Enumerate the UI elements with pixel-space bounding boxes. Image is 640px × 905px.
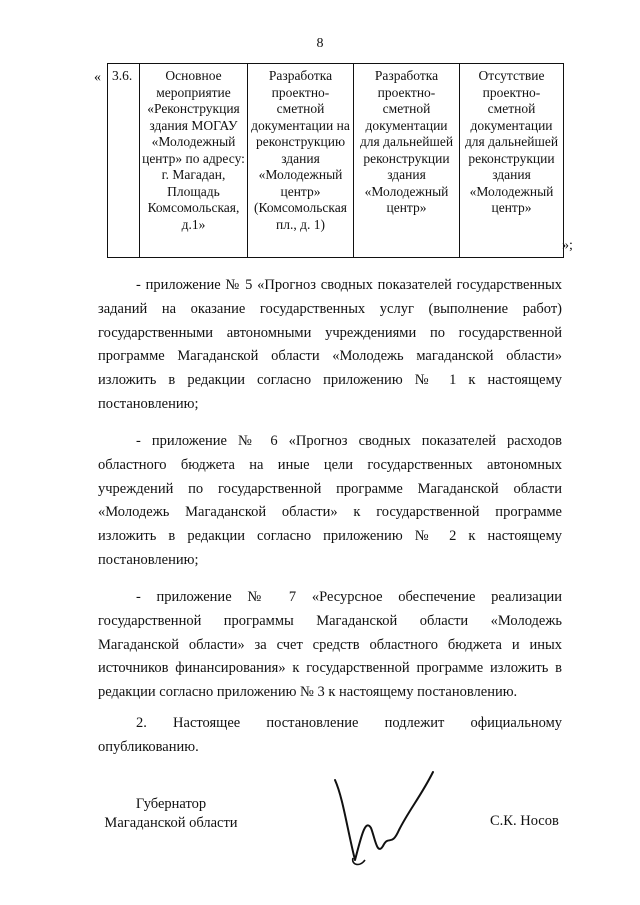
activity-table [107, 63, 564, 258]
paragraph-appendix-7: - приложение № 7 «Ресурсное обеспечение реализации государственной программы Магаданской области «Молодежь Магаданской области» за счет средств областного бюджета и иных источников финансирования» к государственной программе изложить в редакции согласно приложению № 3 к настоящему постановлению. [98, 589, 562, 701]
paragraph-appendix-5: - приложение № 5 «Прогноз сводных показателей государственных заданий на оказание государственных услуг (выполнение работ) государственными автономными учреждениями по государственной программе Магаданской области «Молодежь магаданской области» изложить в редакции согласно приложению № 1 к настоящему постановлению; [98, 277, 562, 412]
expected-result-cell: Разработка проектно-сметной документации для дальнейшей реконструкции здания «Молодежный центр» [354, 64, 460, 258]
table-open-quote: « [94, 70, 101, 85]
page-number: 8 [316, 36, 324, 51]
signatory-name: С.К. Носов [490, 813, 559, 829]
signatory-title-line2: Магаданской области [104, 815, 238, 831]
table-row [108, 64, 564, 258]
handwritten-signature [325, 768, 445, 878]
table-close-quote: »; [562, 238, 573, 253]
signatory-title [104, 795, 238, 833]
item-number-cell: 3.6. [108, 64, 140, 258]
consequence-cell: Отсутствие проектно-сметной документации для дальнейшей реконструкции здания «Молодежный центр» [460, 64, 564, 258]
activity-work-cell: Разработка проектно-сметной документации на реконструкцию здания «Молодежный центр» (Комсомольская пл., д. 1) [248, 64, 354, 258]
paragraph-publication: 2. Настоящее постановление подлежит официальному опубликованию. [98, 715, 562, 755]
signatory-title-line1: Губернатор [135, 796, 207, 812]
paragraph-appendix-6: - приложение № 6 «Прогноз сводных показателей расходов областного бюджета на иные цели государственных автономных учреждений по государственной программе Магаданской области «Молодежь Магаданской области» к государственной программе изложить в редакции согласно приложению № 2 к настоящему постановлению; [98, 433, 562, 568]
activity-name-cell: Основное мероприятие «Реконструкция здания МОГАУ «Молодежный центр» по адресу: г. Магадан, Площадь Комсомольская, д.1» [140, 64, 248, 258]
